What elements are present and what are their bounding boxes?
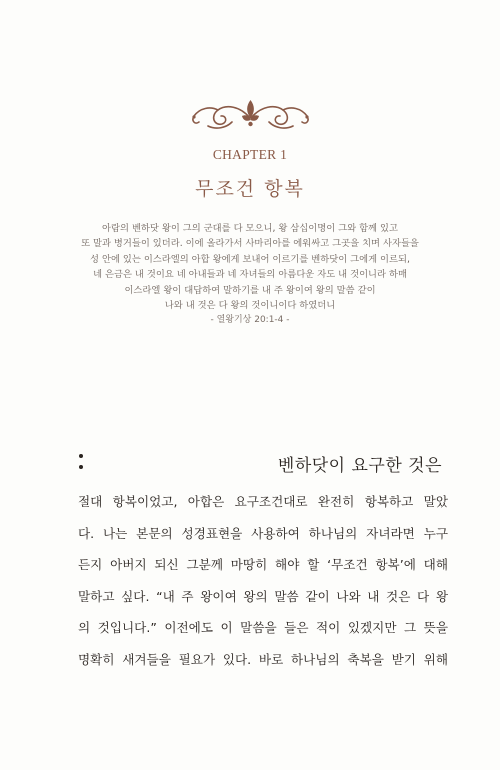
epigraph-line: 아람의 벤하닷 왕이 그의 군대를 다 모으니, 왕 삼십이명이 그와 함께 있고 — [102, 223, 398, 234]
body-line: 절대 항복이었고, 아합은 요구조건대로 완전히 항복하고 말았 — [78, 494, 448, 509]
body-line: 말하고 싶다. “내 주 왕이여 왕의 말씀 같이 나와 내 것은 다 왕 — [78, 588, 448, 604]
flourish-ornament-icon — [188, 96, 313, 136]
chapter-title: 무조건 항복 — [195, 178, 305, 200]
epigraph-line: 나와 내 것은 다 왕의 것이니이다 하였더니 — [164, 300, 336, 312]
body-paragraph — [78, 486, 448, 675]
body-line: 의 것입니다.” 이전에도 이 말씀을 들은 적이 있겠지만 그 뜻을 — [78, 620, 448, 635]
body-line: 명확히 새겨들을 필요가 있다. 바로 하나님의 축복을 받기 위해 — [78, 651, 448, 667]
epigraph-line: 이스라엘 왕이 대답하여 말하기를 내 주 왕이여 왕의 말씀 같이 — [124, 284, 376, 296]
epigraph-line: 성 안에 있는 이스라엘의 아합 왕에게 보내어 이르기를 벤하닷이 그에게 이르되, — [90, 253, 410, 265]
body-line: 다. 나는 본문의 성경표현을 사용하여 하나님의 자녀라면 누구 — [78, 525, 448, 541]
epigraph-line: 또 말과 병거들이 있더라. 이에 올라가서 사마리아를 에워싸고 그곳을 치며 사자들을 — [81, 238, 419, 250]
colon-marker-icon — [79, 454, 83, 476]
epigraph-source: - 열왕기상 20:1-4 - — [210, 315, 290, 326]
chapter-label: CHAPTER 1 — [212, 147, 288, 162]
body-lead-in: 벤하닷이 요구한 것은 — [277, 456, 442, 476]
epigraph-quote — [40, 221, 460, 329]
body-line: 든지 아버지 되신 그분께 마땅히 해야 할 ‘무조건 항복’에 대해 — [78, 557, 448, 572]
epigraph-line: 네 은금은 내 것이요 네 아내들과 네 자녀들의 아름다운 자도 내 것이니라 하매 — [93, 269, 407, 281]
